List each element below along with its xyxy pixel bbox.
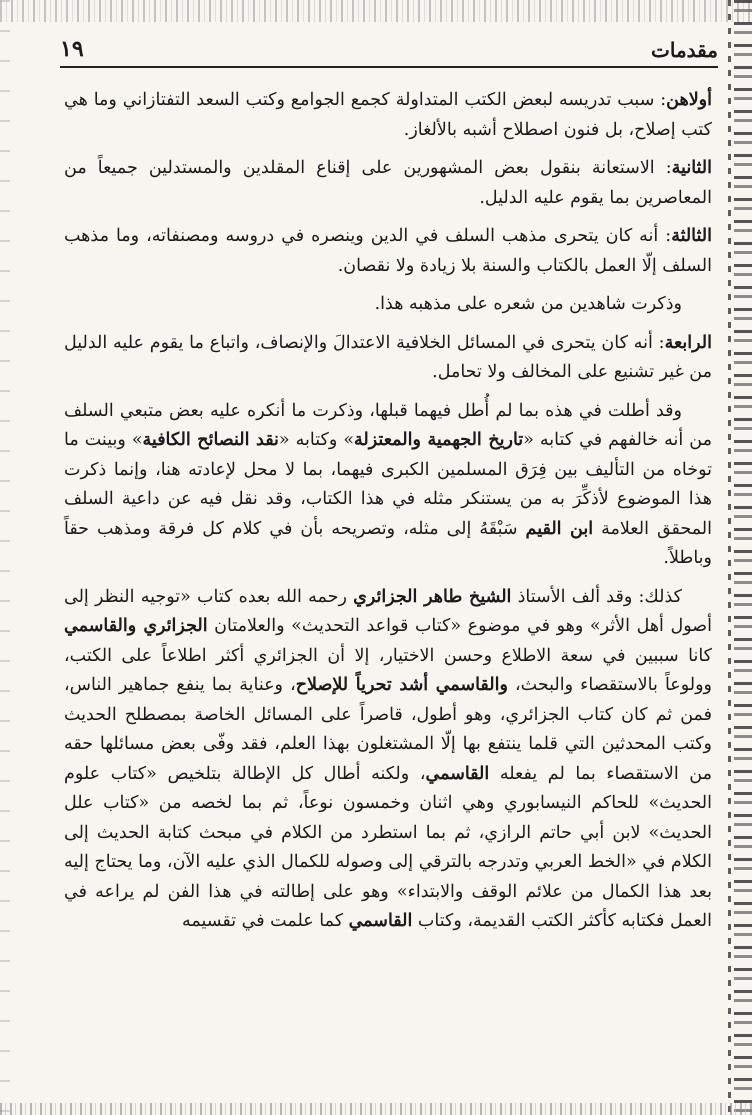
bold-term: ابن القيم — [525, 518, 594, 539]
bold-term: الثانية — [671, 158, 712, 178]
paragraph — [64, 154, 712, 213]
bold-term: الشيخ طاهر الجزائري — [353, 586, 512, 607]
section-title: مقدمات — [651, 38, 718, 62]
page-number: ١٩ — [60, 36, 84, 62]
text-run: : أنه كان يتحرى في المسائل الخلافية الاعتدالَ والإنصاف، واتباع ما يقوم عليه الدليل من غير تشنيع على المخالف ولا تحامل. — [64, 332, 712, 382]
text-run: ، وعناية بما ينفع جماهير الناس، فمن ثم كان كتاب الجزائري، وهو أطول، قاصراً على المسائل الخاصة بمصطلح الحديث وكتب المحدثين التي قلما ينتفع بها إلّا المشتغلون بهذا العلم، فقد وفّى بعض مسائلها حقه من الاستقصاء بما لم يفعله — [64, 675, 712, 784]
body-text — [64, 86, 712, 946]
bottom-ornament-border — [0, 1103, 752, 1115]
text-run: : سبب تدريسه لبعض الكتب المتداولة كجمع الجوامع وكتب السعد التفتازاني وما هي كتب إصلاح، بل فنون اصطلاح أشبه بالألغاز. — [64, 90, 712, 140]
bold-term: والقاسمي أشد تحرياً للإصلاح — [295, 675, 508, 695]
text-run: وقد أطلت في هذه بما لم أُطل فيهما قبلها، وذكرت ما أنكره عليه بعض متبعي السلف من أنه خالفهم في كتابه « — [64, 400, 713, 450]
paragraph — [64, 397, 712, 574]
bold-term: الجزائري والقاسمي — [64, 616, 208, 636]
bold-term: نقد النصائح الكافية — [142, 430, 279, 450]
text-run: كذلك: وقد ألف الأستاذ — [511, 586, 683, 607]
text-run: كانا سببين في سعة الاطلاع وحسن الاختيار، إلا أن الجزائري أكثر اطلاعاً على الكتب، وولوعاً بالاستقصاء والبحث، — [64, 645, 713, 695]
text-run: سَبْقَهُ إلى مثله، وتصريحه بأن في كلام كل فرقة ومذهب حقاً وباطلاً. — [64, 518, 712, 568]
text-run: : الاستعانة بنقول بعض المشهورين على إقناع المقلدين والمستدلين جميعاً من المعاصرين بما يقوم عليه الدليل. — [64, 158, 712, 208]
left-scan-edge — [0, 0, 10, 1115]
page-header — [60, 28, 718, 62]
bold-term: القاسمي — [425, 763, 490, 784]
text-run: : أنه كان يتحرى مذهب السلف في الدين وينصره في دروسه ومصنفاته، وما مذهب السلف إلّا العمل بالكتاب والسنة بلا زيادة ولا نقصان. — [64, 226, 712, 276]
bold-term: الثالثة — [671, 226, 712, 246]
bold-term: أولاهن — [666, 90, 712, 110]
text-run: ، ولكنه أطال كل الإطالة بتلخيص «كتاب علوم الحديث» للحاكم النيسابوري وهي اثنان وخمسون نوعاً، ثم بما لخصه من «كتاب علل الحديث» لابن أبي حاتم الرازي، ثم بما استطرد من الكلام في مبحث كتابة الحديث إلى الكلام في «الخط العربي وتدرجه بالترقي إلى وصوله للكمال الذي عليه الآن، وما يحتاج إليه بعد هذا الكمال من علائم الوقف والابتداء» وهو على إطالته في هذا الفن لم يراعه في العمل فكتابه كأكثر الكتب القديمة، وكتاب — [64, 763, 712, 931]
right-ornament-border — [734, 0, 752, 1115]
bold-term: القاسمي — [348, 911, 413, 931]
paragraph — [64, 222, 712, 281]
top-ornament-border — [0, 0, 752, 22]
text-run: » وبينت ما توخاه من التأليف بين فِرَق المسلمين الكبرى فيهما، بما لا محل لإعادته هنا، وإنما ذكرت هذا الموضوع لأذكِّرَ به من يستنكر مثله في هذا الكتاب، وقد نقل فيه عن داعية السلف المحقق العلامة — [64, 430, 712, 539]
bold-term: تاريخ الجهمية والمعتزلة — [354, 430, 524, 450]
header-rule — [60, 66, 718, 68]
paragraph — [64, 583, 712, 937]
bold-term: الرابعة — [664, 332, 712, 353]
paragraph — [64, 86, 712, 145]
text-run: كما علمت في تقسيمه — [181, 911, 349, 931]
text-run: وذكرت شاهدين من شعره على مذهبه هذا. — [374, 294, 682, 314]
paragraph — [64, 329, 712, 388]
text-run: » وكتابه « — [278, 430, 355, 450]
paragraph — [64, 290, 712, 320]
text-run: رحمه الله بعده كتاب «توجيه النظر إلى أصول أهل الأثر» وهو في موضوع «كتاب قواعد التحديث» والعلامتان — [64, 586, 712, 636]
